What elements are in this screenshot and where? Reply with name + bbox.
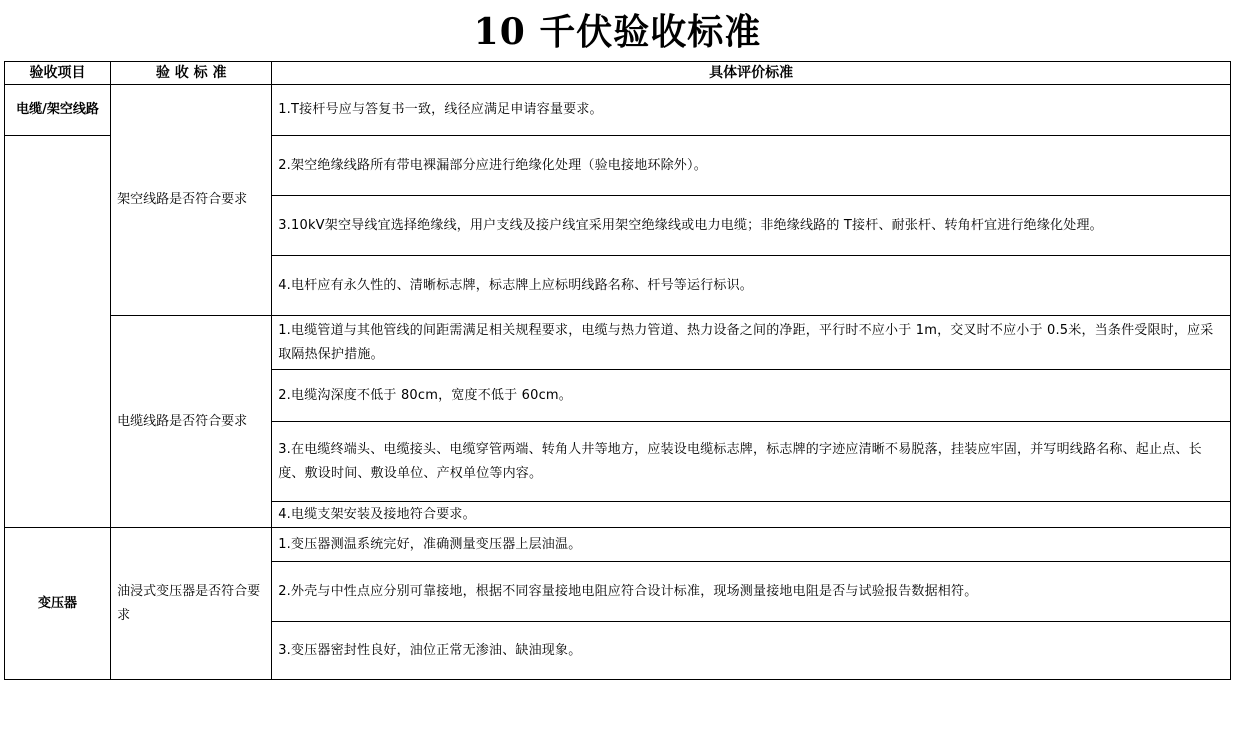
detail-cell: 1.电缆管道与其他管线的间距需满足相关规程要求，电缆与热力管道、热力设备之间的净距，平行时不应小于 1m，交叉时不应小于 0.5米，当条件受限时，应采取隔热保护措施。	[272, 316, 1231, 370]
detail-cell: 4.电杆应有永久性的、清晰标志牌，标志牌上应标明线路名称、杆号等运行标识。	[272, 256, 1231, 316]
header-detail: 具体评价标准	[272, 62, 1231, 85]
detail-cell: 3.在电缆终端头、电缆接头、电缆穿管两端、转角人井等地方，应装设电缆标志牌，标志牌的字迹应清晰不易脱落，挂装应牢固，并写明线路名称、起止点、长度、敷设时间、敷设单位、产权单位等内容。	[272, 422, 1231, 502]
item-cell-line: 电缆/架空线路	[5, 85, 111, 136]
document-title: 10 千伏验收标准	[473, 11, 762, 53]
item-cell-empty	[5, 136, 111, 528]
detail-cell: 1.变压器测温系统完好，准确测量变压器上层油温。	[272, 528, 1231, 562]
detail-cell: 1.T接杆号应与答复书一致，线径应满足申请容量要求。	[272, 85, 1231, 136]
table-row	[5, 85, 1231, 136]
table-header-row	[5, 62, 1231, 85]
detail-cell: 3.变压器密封性良好，油位正常无渗油、缺油现象。	[272, 622, 1231, 680]
header-standard: 验 收 标 准	[111, 62, 272, 85]
standard-cell-cable: 电缆线路是否符合要求	[111, 316, 272, 528]
acceptance-standards-table	[4, 61, 1231, 680]
standard-cell-overhead: 架空线路是否符合要求	[111, 85, 272, 316]
header-item: 验收项目	[5, 62, 111, 85]
item-cell-transformer: 变压器	[5, 528, 111, 680]
standard-cell-transformer: 油浸式变压器是否符合要求	[111, 528, 272, 680]
detail-cell: 2.架空绝缘线路所有带电裸漏部分应进行绝缘化处理（验电接地环除外）。	[272, 136, 1231, 196]
detail-cell: 2.电缆沟深度不低于 80cm，宽度不低于 60cm。	[272, 370, 1231, 422]
table-row	[5, 316, 1231, 370]
detail-cell: 4.电缆支架安装及接地符合要求。	[272, 502, 1231, 528]
detail-cell: 3.10kV架空导线宜选择绝缘线，用户支线及接户线宜采用架空绝缘线或电力电缆；非绝缘线路的 T接杆、耐张杆、转角杆宜进行绝缘化处理。	[272, 196, 1231, 256]
table-row	[5, 528, 1231, 562]
detail-cell: 2.外壳与中性点应分别可靠接地，根据不同容量接地电阻应符合设计标准，现场测量接地电阻是否与试验报告数据相符。	[272, 562, 1231, 622]
